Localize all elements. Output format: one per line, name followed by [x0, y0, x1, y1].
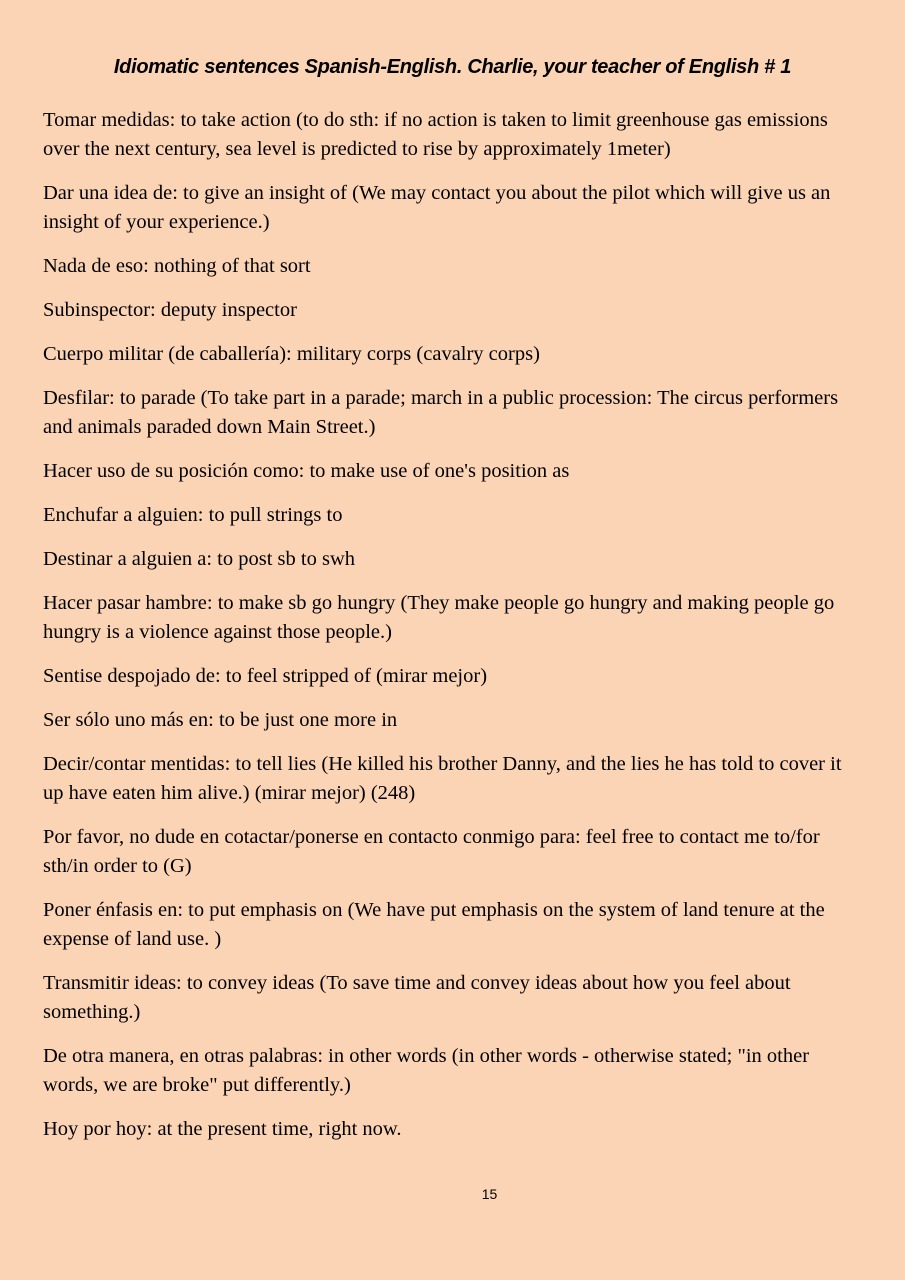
idiom-entry: Nada de eso: nothing of that sort — [43, 255, 311, 277]
idiom-entry: Poner énfasis en: to put emphasis on (We have put emphasis on the system of land tenure at the expense of land use. ) — [43, 899, 825, 950]
idiom-entry: Hoy por hoy: at the present time, right now. — [43, 1118, 402, 1140]
idiom-entry: Por favor, no dude en cotactar/ponerse en contacto conmigo para: feel free to contact me to/for sth/in order to (G) — [43, 826, 820, 877]
idiom-entry: Enchufar a alguien: to pull strings to — [43, 504, 343, 526]
idiom-entry: Tomar medidas: to take action (to do sth: if no action is taken to limit greenhouse gas emissions over the next century, sea level is predicted to rise by approximately 1meter) — [43, 109, 828, 160]
idiom-entry: Hacer uso de su posición como: to make use of one's position as — [43, 460, 570, 482]
idiom-list — [43, 106, 858, 1159]
page-number: 15 — [481, 1186, 498, 1202]
idiom-entry: Destinar a alguien a: to post sb to swh — [43, 548, 356, 570]
idiom-entry: Hacer pasar hambre: to make sb go hungry (They make people go hungry and making people go hungry is a violence against those people.) — [43, 592, 835, 643]
idiom-entry: Dar una idea de: to give an insight of (We may contact you about the pilot which will give us an insight of your experience.) — [43, 182, 831, 233]
idiom-entry: Desfilar: to parade (To take part in a parade; march in a public procession: The circus performers and animals paraded down Main Street.) — [43, 387, 839, 438]
idiom-entry: Cuerpo militar (de caballería): military corps (cavalry corps) — [43, 343, 540, 365]
idiom-entry: Subinspector: deputy inspector — [43, 299, 297, 321]
idiom-entry: De otra manera, en otras palabras: in other words (in other words - otherwise stated; "in other words, we are broke" put differently.) — [43, 1045, 810, 1096]
idiom-entry: Decir/contar mentidas: to tell lies (He killed his brother Danny, and the lies he has told to cover it up have eaten him alive.) (mirar mejor) (248) — [43, 753, 842, 804]
idiom-entry: Ser sólo uno más en: to be just one more in — [43, 709, 398, 731]
page-title: Idiomatic sentences Spanish-English. Charlie, your teacher of English # 1 — [113, 56, 792, 78]
idiom-entry: Transmitir ideas: to convey ideas (To save time and convey ideas about how you feel about something.) — [43, 972, 791, 1023]
idiom-entry: Sentise despojado de: to feel stripped of (mirar mejor) — [43, 665, 488, 687]
